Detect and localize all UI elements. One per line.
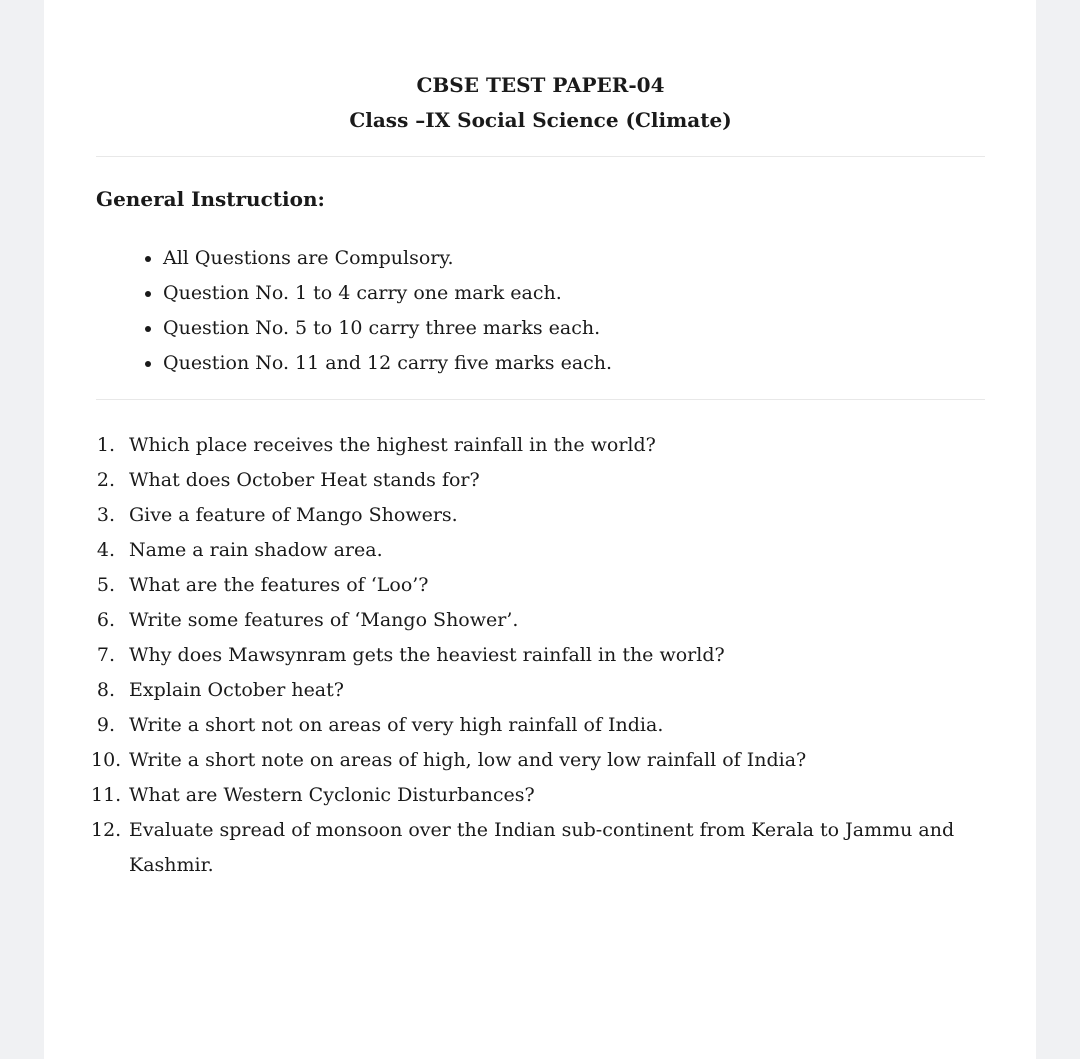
divider-middle bbox=[96, 399, 985, 400]
question-item bbox=[91, 813, 985, 883]
test-paper-page bbox=[44, 0, 1036, 1059]
question-item bbox=[96, 568, 985, 603]
question-number: 4. bbox=[96, 539, 115, 561]
question-number: 9. bbox=[96, 714, 115, 736]
question-item bbox=[96, 603, 985, 638]
paper-header bbox=[96, 68, 985, 138]
question-text: Write some features of ‘Mango Shower’. bbox=[129, 609, 519, 631]
question-number: 3. bbox=[96, 504, 115, 526]
question-item bbox=[96, 498, 985, 533]
question-text: What are the features of ‘Loo’? bbox=[129, 574, 429, 596]
question-text: Give a feature of Mango Showers. bbox=[129, 504, 458, 526]
question-text: Why does Mawsynram gets the heaviest rainfall in the world? bbox=[129, 644, 725, 666]
question-number: 2. bbox=[96, 469, 115, 491]
question-item bbox=[91, 778, 985, 813]
question-text: Explain October heat? bbox=[129, 679, 344, 701]
question-number: 5. bbox=[96, 574, 115, 596]
instruction-item: • Question No. 1 to 4 carry one mark each. bbox=[163, 276, 985, 311]
question-item bbox=[96, 638, 985, 673]
question-text: What does October Heat stands for? bbox=[129, 469, 480, 491]
question-text: Write a short not on areas of very high rainfall of India. bbox=[129, 714, 664, 736]
instruction-item: • Question No. 5 to 10 carry three marks each. bbox=[163, 311, 985, 346]
question-item bbox=[96, 533, 985, 568]
question-text: Write a short note on areas of high, low and very low rainfall of India? bbox=[129, 749, 807, 771]
question-text: Which place receives the highest rainfall in the world? bbox=[129, 434, 656, 456]
question-item bbox=[91, 743, 985, 778]
general-instructions-section bbox=[96, 187, 985, 381]
question-item bbox=[96, 463, 985, 498]
divider-top bbox=[96, 156, 985, 157]
question-text: What are Western Cyclonic Disturbances? bbox=[129, 784, 535, 806]
question-number: 6. bbox=[96, 609, 115, 631]
paper-subtitle: Class –IX Social Science (Climate) bbox=[349, 108, 732, 132]
question-text: Name a rain shadow area. bbox=[129, 539, 383, 561]
question-item bbox=[96, 708, 985, 743]
paper-title: CBSE TEST PAPER-04 bbox=[416, 73, 665, 97]
instruction-item: • All Questions are Compulsory. bbox=[163, 241, 985, 276]
question-number: 12. bbox=[91, 819, 122, 841]
question-item bbox=[96, 673, 985, 708]
question-text: Evaluate spread of monsoon over the Indian sub-continent from Kerala to Jammu and Kashmir. bbox=[129, 819, 955, 876]
question-item bbox=[96, 428, 985, 463]
questions-list bbox=[91, 428, 985, 883]
instruction-item: • Question No. 11 and 12 carry five marks each. bbox=[163, 346, 985, 381]
question-number: 1. bbox=[96, 434, 115, 456]
question-number: 8. bbox=[96, 679, 115, 701]
instructions-heading: General Instruction: bbox=[96, 187, 325, 211]
question-number: 7. bbox=[96, 644, 115, 666]
question-number: 10. bbox=[91, 749, 122, 771]
instructions-list bbox=[96, 241, 985, 381]
question-number: 11. bbox=[91, 784, 122, 806]
